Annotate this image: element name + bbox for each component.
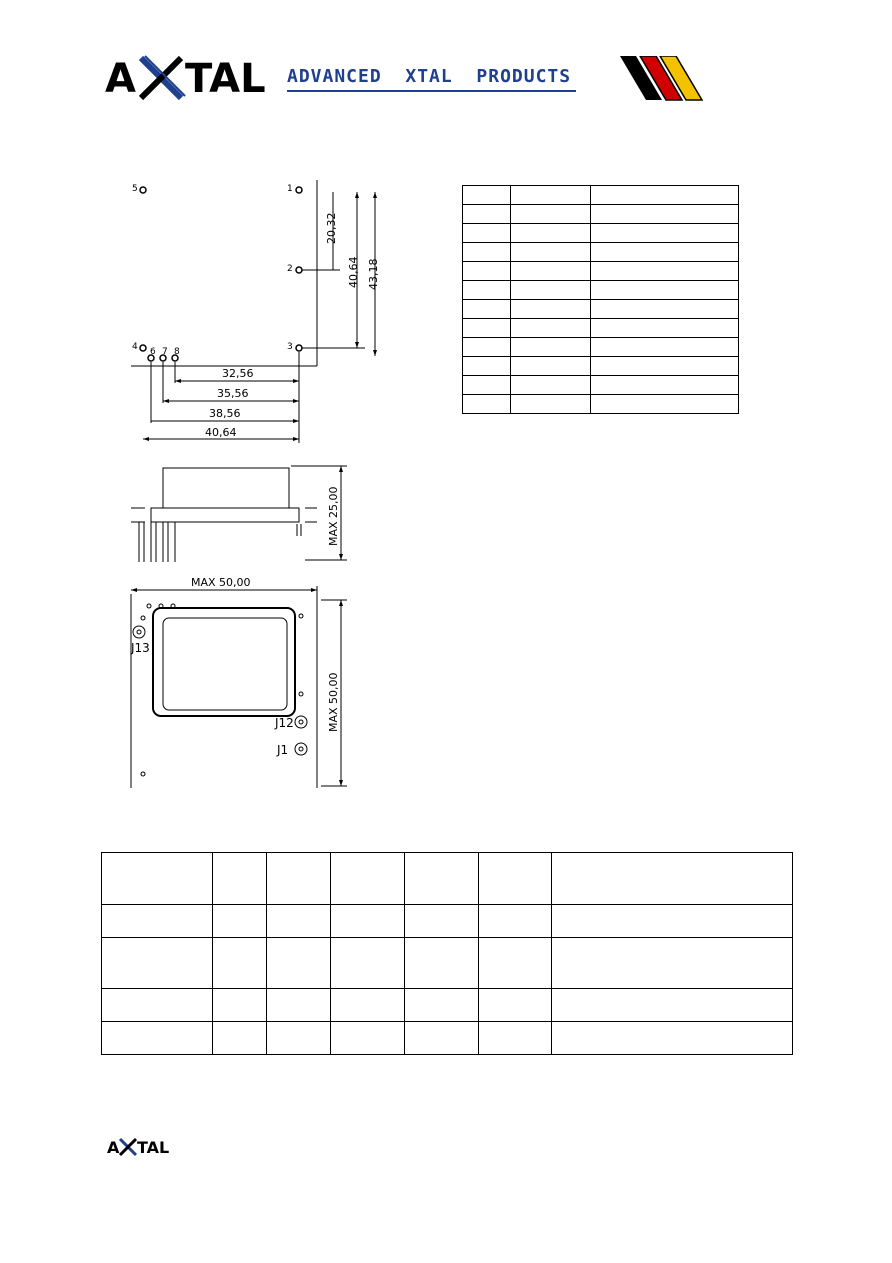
table-row bbox=[463, 281, 739, 300]
dim-label: 35,56 bbox=[217, 387, 249, 400]
table-row bbox=[463, 338, 739, 357]
header-logo bbox=[105, 52, 275, 102]
pin-label: 2 bbox=[287, 264, 293, 274]
table-row bbox=[463, 319, 739, 338]
table-row bbox=[463, 262, 739, 281]
side-view-drawing bbox=[125, 462, 355, 567]
svg-text:A: A bbox=[107, 1138, 120, 1157]
pin-label: 3 bbox=[287, 342, 293, 352]
table-row bbox=[463, 357, 739, 376]
pin-label: 1 bbox=[287, 184, 293, 194]
pin-label: 6 bbox=[150, 347, 156, 357]
table-row bbox=[463, 243, 739, 262]
table-row bbox=[102, 1022, 793, 1055]
pin-label: 7 bbox=[162, 347, 168, 357]
svg-text:TAL: TAL bbox=[137, 1138, 170, 1157]
footer-logo bbox=[107, 1137, 177, 1157]
top-view-drawing bbox=[125, 178, 395, 450]
dim-label: MAX 50,00 bbox=[191, 576, 251, 589]
spec-table bbox=[101, 852, 793, 1055]
axtal-logo bbox=[105, 52, 275, 102]
dim-label: MAX 50,00 bbox=[327, 672, 340, 732]
table-row bbox=[102, 853, 793, 905]
dim-label: 20,32 bbox=[325, 212, 338, 244]
flag-stripes-icon bbox=[620, 56, 704, 102]
dim-label: 40,64 bbox=[205, 426, 237, 439]
dim-label: 32,56 bbox=[222, 367, 254, 380]
table-row bbox=[102, 938, 793, 989]
bottom-view-drawing bbox=[125, 572, 355, 792]
connector-label: J13 bbox=[131, 641, 150, 655]
tagline-underline bbox=[287, 90, 576, 92]
table-row bbox=[463, 300, 739, 319]
table-row bbox=[102, 989, 793, 1022]
pin-label: 5 bbox=[132, 184, 138, 194]
svg-text:A: A bbox=[105, 56, 136, 102]
table-row bbox=[463, 205, 739, 224]
svg-text:TAL: TAL bbox=[185, 56, 266, 102]
axtal-footer-logo bbox=[107, 1137, 177, 1157]
dim-label: MAX 25,00 bbox=[327, 486, 340, 546]
table-row bbox=[463, 395, 739, 414]
connector-label: J1 bbox=[277, 743, 289, 757]
connector-label: J12 bbox=[275, 716, 294, 730]
dim-label: 40,64 bbox=[347, 256, 360, 288]
table-row bbox=[463, 186, 739, 205]
dim-label: 43,18 bbox=[367, 258, 380, 290]
table-row bbox=[102, 905, 793, 938]
pin-table bbox=[462, 185, 739, 414]
table-row bbox=[463, 376, 739, 395]
table-row bbox=[463, 224, 739, 243]
dim-label: 38,56 bbox=[209, 407, 241, 420]
tagline: ADVANCED XTAL PRODUCTS bbox=[287, 66, 572, 87]
pin-label: 8 bbox=[174, 347, 180, 357]
pin-label: 4 bbox=[132, 342, 138, 352]
